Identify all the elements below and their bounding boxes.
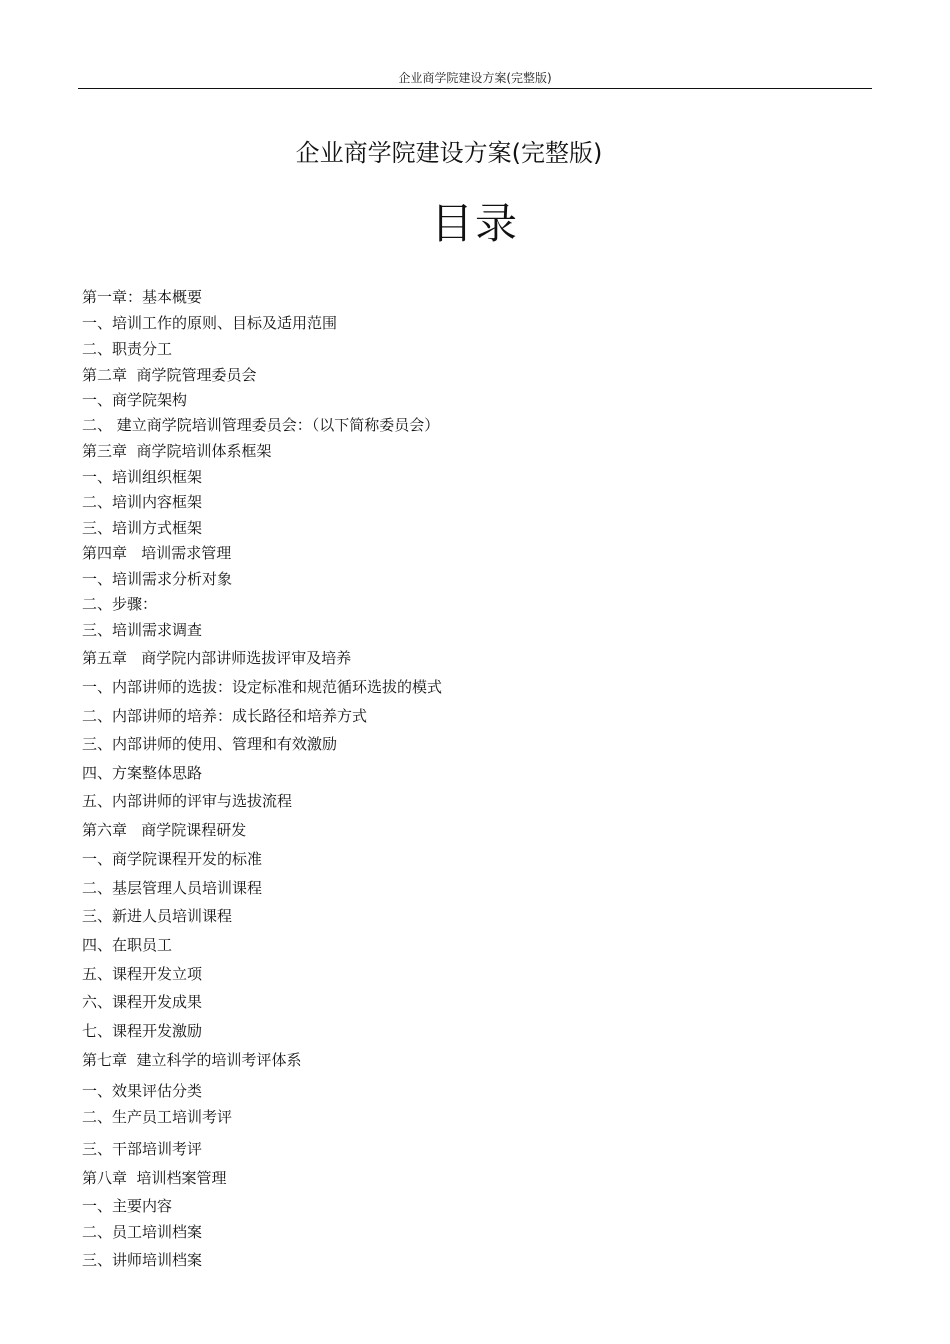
table-of-contents [82, 0, 882, 1344]
toc-entry[interactable]: 一、培训工作的原则、目标及适用范围 [82, 314, 338, 332]
toc-entry[interactable]: 二、内部讲师的培养：成长路径和培养方式 [82, 707, 368, 725]
running-header: 企业商学院建设方案(完整版) [398, 71, 552, 85]
toc-entry[interactable]: 五、课程开发立项 [82, 965, 203, 983]
toc-entry[interactable]: 四、方案整体思路 [82, 764, 203, 782]
toc-heading: 目录 [430, 199, 519, 248]
toc-entry[interactable]: 三、内部讲师的使用、管理和有效激励 [82, 735, 338, 753]
toc-entry-chapter-7[interactable]: 第七章 建立科学的培训考评体系 [82, 1051, 302, 1069]
toc-entry-chapter-8[interactable]: 第八章 培训档案管理 [82, 1169, 227, 1187]
toc-entry[interactable]: 一、主要内容 [82, 1197, 173, 1215]
toc-entry[interactable]: 三、培训方式框架 [82, 519, 203, 537]
toc-entry-chapter-6[interactable]: 第六章 商学院课程研发 [82, 821, 247, 839]
toc-entry[interactable]: 二、培训内容框架 [82, 493, 203, 511]
toc-entry-chapter-3[interactable]: 第三章 商学院培训体系框架 [82, 442, 272, 460]
toc-entry[interactable]: 二、基层管理人员培训课程 [82, 879, 263, 897]
toc-entry[interactable]: 四、在职员工 [82, 936, 173, 954]
toc-entry-chapter-4[interactable]: 第四章 培训需求管理 [82, 544, 232, 562]
toc-entry-chapter-2[interactable]: 第二章 商学院管理委员会 [82, 366, 257, 384]
document-title: 企业商学院建设方案(完整版) [295, 139, 603, 167]
toc-entry[interactable]: 二、员工培训档案 [82, 1223, 203, 1241]
toc-entry[interactable]: 三、干部培训考评 [82, 1140, 203, 1158]
toc-entry[interactable]: 二、 建立商学院培训管理委员会：（以下简称委员会） [82, 416, 440, 434]
toc-entry[interactable]: 三、新进人员培训课程 [82, 907, 233, 925]
toc-entry-chapter-5[interactable]: 第五章 商学院内部讲师选拔评审及培养 [82, 649, 352, 667]
toc-entry[interactable]: 一、商学院架构 [82, 391, 188, 409]
toc-entry-chapter-1[interactable]: 第一章：基本概要 [82, 288, 203, 306]
toc-entry[interactable]: 二、步骤： [82, 595, 158, 613]
toc-entry[interactable]: 三、培训需求调查 [82, 621, 203, 639]
toc-entry[interactable]: 一、培训需求分析对象 [82, 570, 233, 588]
toc-entry[interactable]: 一、效果评估分类 [82, 1082, 203, 1100]
toc-entry[interactable]: 一、培训组织框架 [82, 468, 203, 486]
toc-entry[interactable]: 二、职责分工 [82, 340, 173, 358]
toc-entry[interactable]: 一、商学院课程开发的标准 [82, 850, 263, 868]
toc-entry[interactable]: 二、生产员工培训考评 [82, 1108, 233, 1126]
toc-entry[interactable]: 七、课程开发激励 [82, 1022, 203, 1040]
toc-entry[interactable]: 五、内部讲师的评审与选拔流程 [82, 792, 293, 810]
toc-entry[interactable]: 六、课程开发成果 [82, 993, 203, 1011]
toc-entry[interactable]: 一、内部讲师的选拔：设定标准和规范循环选拔的模式 [82, 678, 443, 696]
toc-entry[interactable]: 三、讲师培训档案 [82, 1251, 203, 1269]
